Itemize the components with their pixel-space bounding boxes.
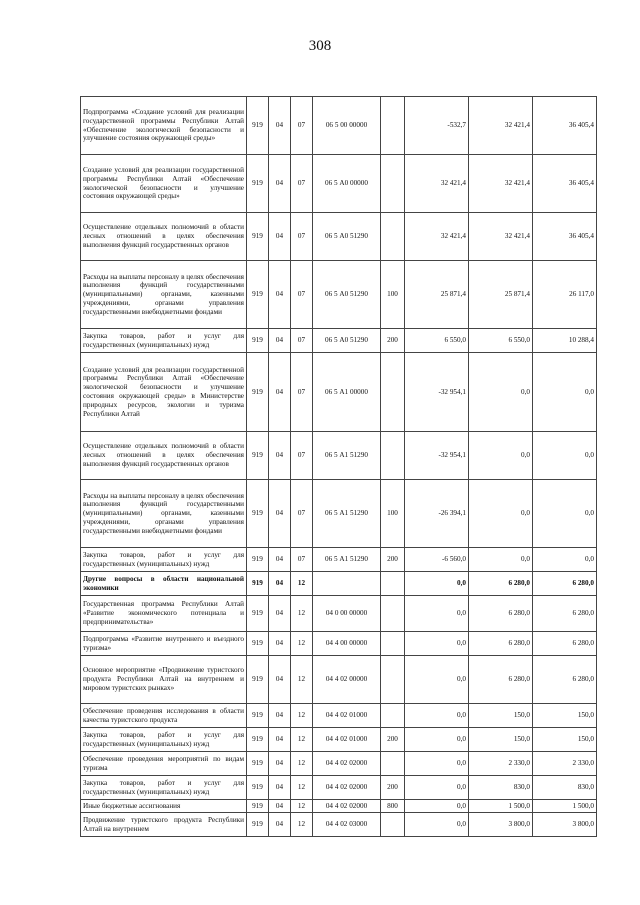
cell-grbs: 919 <box>247 353 269 432</box>
cell-amount-2: 6 280,0 <box>469 572 533 596</box>
cell-expense-type <box>381 813 405 837</box>
cell-grbs: 919 <box>247 97 269 155</box>
cell-section: 04 <box>269 572 291 596</box>
cell-amount-3: 1 500,0 <box>533 800 597 813</box>
cell-amount-3: 6 280,0 <box>533 632 597 656</box>
cell-grbs: 919 <box>247 432 269 480</box>
cell-amount-3: 6 280,0 <box>533 572 597 596</box>
cell-section: 04 <box>269 261 291 329</box>
cell-target-article: 04 4 02 00000 <box>313 656 381 704</box>
cell-amount-2: 6 280,0 <box>469 656 533 704</box>
table-row <box>81 432 597 480</box>
cell-section: 04 <box>269 728 291 752</box>
cell-expense-type: 200 <box>381 728 405 752</box>
cell-subsection: 07 <box>291 97 313 155</box>
row-name: Государственная программа Республики Алтай «Развитие экономического потенциала и предпринимательства» <box>81 596 247 632</box>
cell-amount-2: 0,0 <box>469 548 533 572</box>
cell-amount-1: -532,7 <box>405 97 469 155</box>
cell-section: 04 <box>269 813 291 837</box>
cell-target-article: 06 5 А1 51290 <box>313 480 381 548</box>
cell-subsection: 12 <box>291 728 313 752</box>
cell-grbs: 919 <box>247 704 269 728</box>
cell-amount-2: 150,0 <box>469 728 533 752</box>
cell-grbs: 919 <box>247 480 269 548</box>
table-row <box>81 656 597 704</box>
cell-target-article: 06 5 А0 00000 <box>313 155 381 213</box>
cell-section: 04 <box>269 213 291 261</box>
cell-target-article: 04 4 02 02000 <box>313 752 381 776</box>
table-row <box>81 329 597 353</box>
cell-grbs: 919 <box>247 800 269 813</box>
cell-target-article: 04 4 00 00000 <box>313 632 381 656</box>
cell-subsection: 12 <box>291 596 313 632</box>
cell-subsection: 12 <box>291 776 313 800</box>
cell-amount-1: 0,0 <box>405 596 469 632</box>
row-name: Подпрограмма «Создание условий для реализации государственной программы Республики Алтай «Обеспечение экологической безопасности и улучшение состояния окружающей среды» <box>81 97 247 155</box>
cell-amount-3: 36 405,4 <box>533 213 597 261</box>
row-name: Расходы на выплаты персоналу в целях обеспечения выполнения функций государственными (муниципальными) органами, казенными учреждениями, органами управления государственными внебюджетными фондами <box>81 261 247 329</box>
row-name: Расходы на выплаты персоналу в целях обеспечения выполнения функций государственными (муниципальными) органами, казенными учреждениями, органами управления государственными внебюджетными фондами <box>81 480 247 548</box>
row-name: Обеспечение проведения исследования в области качества туристского продукта <box>81 704 247 728</box>
cell-amount-1: -6 560,0 <box>405 548 469 572</box>
cell-target-article: 06 5 А1 00000 <box>313 353 381 432</box>
cell-amount-3: 2 330,0 <box>533 752 597 776</box>
cell-amount-3: 6 280,0 <box>533 656 597 704</box>
cell-section: 04 <box>269 800 291 813</box>
cell-subsection: 07 <box>291 480 313 548</box>
cell-amount-1: -32 954,1 <box>405 432 469 480</box>
table-row <box>81 261 597 329</box>
cell-amount-3: 10 288,4 <box>533 329 597 353</box>
cell-expense-type <box>381 596 405 632</box>
cell-expense-type <box>381 656 405 704</box>
cell-section: 04 <box>269 480 291 548</box>
cell-section: 04 <box>269 97 291 155</box>
cell-section: 04 <box>269 432 291 480</box>
row-name: Иные бюджетные ассигнования <box>81 800 247 813</box>
budget-table <box>80 96 597 837</box>
row-name: Создание условий для реализации государственной программы Республики Алтай «Обеспечение экологической безопасности и улучшение состояния окружающей среды» <box>81 155 247 213</box>
cell-amount-1: 0,0 <box>405 572 469 596</box>
cell-amount-1: 0,0 <box>405 704 469 728</box>
cell-expense-type: 800 <box>381 800 405 813</box>
cell-subsection: 07 <box>291 548 313 572</box>
cell-amount-3: 36 405,4 <box>533 155 597 213</box>
cell-target-article: 04 4 02 02000 <box>313 800 381 813</box>
cell-amount-1: 25 871,4 <box>405 261 469 329</box>
cell-subsection: 12 <box>291 704 313 728</box>
cell-subsection: 12 <box>291 632 313 656</box>
cell-section: 04 <box>269 329 291 353</box>
cell-expense-type <box>381 752 405 776</box>
cell-expense-type <box>381 632 405 656</box>
table-row <box>81 704 597 728</box>
cell-amount-1: 0,0 <box>405 656 469 704</box>
cell-grbs: 919 <box>247 155 269 213</box>
cell-subsection: 12 <box>291 813 313 837</box>
cell-amount-3: 0,0 <box>533 548 597 572</box>
cell-grbs: 919 <box>247 728 269 752</box>
table-body <box>81 97 597 837</box>
cell-amount-1: 6 550,0 <box>405 329 469 353</box>
cell-section: 04 <box>269 353 291 432</box>
cell-amount-1: 0,0 <box>405 800 469 813</box>
cell-section: 04 <box>269 752 291 776</box>
cell-subsection: 07 <box>291 432 313 480</box>
cell-subsection: 12 <box>291 800 313 813</box>
row-name: Осуществление отдельных полномочий в области лесных отношений в целях обеспечения выполнения функций государственных органов <box>81 213 247 261</box>
cell-target-article: 04 4 02 01000 <box>313 704 381 728</box>
cell-grbs: 919 <box>247 213 269 261</box>
cell-expense-type: 100 <box>381 480 405 548</box>
cell-amount-3: 26 117,0 <box>533 261 597 329</box>
cell-section: 04 <box>269 656 291 704</box>
cell-target-article: 04 0 00 00000 <box>313 596 381 632</box>
table-row <box>81 548 597 572</box>
row-name: Основное мероприятие «Продвижение туристского продукта Республики Алтай на внутреннем и мировом туристских рынках» <box>81 656 247 704</box>
cell-subsection: 07 <box>291 353 313 432</box>
cell-grbs: 919 <box>247 548 269 572</box>
page-number: 308 <box>308 38 332 54</box>
cell-amount-2: 0,0 <box>469 353 533 432</box>
table-row <box>81 353 597 432</box>
table-row <box>81 632 597 656</box>
cell-amount-1: 0,0 <box>405 632 469 656</box>
row-name: Закупка товаров, работ и услуг для государственных (муниципальных) нужд <box>81 776 247 800</box>
row-name: Другие вопросы в области национальной экономики <box>81 572 247 596</box>
row-name: Осуществление отдельных полномочий в области лесных отношений в целях обеспечения выполнения функций государственных органов <box>81 432 247 480</box>
table-row <box>81 155 597 213</box>
cell-expense-type <box>381 155 405 213</box>
table-row <box>81 752 597 776</box>
cell-amount-2: 1 500,0 <box>469 800 533 813</box>
cell-amount-3: 6 280,0 <box>533 596 597 632</box>
cell-amount-3: 3 800,0 <box>533 813 597 837</box>
cell-amount-2: 3 800,0 <box>469 813 533 837</box>
cell-section: 04 <box>269 776 291 800</box>
table-row <box>81 213 597 261</box>
cell-amount-1: 32 421,4 <box>405 213 469 261</box>
cell-expense-type <box>381 213 405 261</box>
cell-target-article: 04 4 02 01000 <box>313 728 381 752</box>
cell-section: 04 <box>269 596 291 632</box>
cell-target-article: 06 5 00 00000 <box>313 97 381 155</box>
cell-amount-3: 36 405,4 <box>533 97 597 155</box>
cell-expense-type: 200 <box>381 329 405 353</box>
cell-target-article <box>313 572 381 596</box>
cell-amount-1: -26 394,1 <box>405 480 469 548</box>
table-row <box>81 596 597 632</box>
table-row <box>81 776 597 800</box>
cell-grbs: 919 <box>247 572 269 596</box>
cell-subsection: 07 <box>291 155 313 213</box>
cell-subsection: 07 <box>291 213 313 261</box>
cell-amount-3: 0,0 <box>533 480 597 548</box>
cell-expense-type <box>381 353 405 432</box>
cell-target-article: 06 5 А0 51290 <box>313 329 381 353</box>
cell-amount-2: 150,0 <box>469 704 533 728</box>
cell-target-article: 06 5 А1 51290 <box>313 432 381 480</box>
cell-amount-2: 0,0 <box>469 432 533 480</box>
cell-target-article: 06 5 А0 51290 <box>313 213 381 261</box>
cell-target-article: 06 5 А1 51290 <box>313 548 381 572</box>
cell-expense-type: 200 <box>381 776 405 800</box>
cell-section: 04 <box>269 704 291 728</box>
cell-subsection: 07 <box>291 329 313 353</box>
cell-amount-1: 0,0 <box>405 813 469 837</box>
table-row <box>81 97 597 155</box>
cell-amount-2: 2 330,0 <box>469 752 533 776</box>
cell-amount-2: 830,0 <box>469 776 533 800</box>
row-name: Закупка товаров, работ и услуг для государственных (муниципальных) нужд <box>81 728 247 752</box>
cell-amount-2: 25 871,4 <box>469 261 533 329</box>
cell-subsection: 12 <box>291 656 313 704</box>
cell-expense-type <box>381 97 405 155</box>
cell-section: 04 <box>269 632 291 656</box>
cell-amount-2: 32 421,4 <box>469 97 533 155</box>
cell-amount-2: 0,0 <box>469 480 533 548</box>
cell-subsection: 12 <box>291 752 313 776</box>
row-name: Продвижение туристского продукта Республики Алтай на внутреннем <box>81 813 247 837</box>
row-name: Закупка товаров, работ и услуг для государственных (муниципальных) нужд <box>81 329 247 353</box>
cell-target-article: 06 5 А0 51290 <box>313 261 381 329</box>
cell-amount-2: 32 421,4 <box>469 213 533 261</box>
cell-grbs: 919 <box>247 329 269 353</box>
cell-target-article: 04 4 02 02000 <box>313 776 381 800</box>
cell-subsection: 07 <box>291 261 313 329</box>
cell-amount-2: 6 280,0 <box>469 632 533 656</box>
cell-amount-3: 0,0 <box>533 432 597 480</box>
cell-expense-type <box>381 432 405 480</box>
cell-grbs: 919 <box>247 656 269 704</box>
cell-amount-2: 6 280,0 <box>469 596 533 632</box>
cell-grbs: 919 <box>247 813 269 837</box>
cell-expense-type: 100 <box>381 261 405 329</box>
cell-amount-2: 32 421,4 <box>469 155 533 213</box>
table-row <box>81 728 597 752</box>
cell-amount-3: 0,0 <box>533 353 597 432</box>
cell-grbs: 919 <box>247 752 269 776</box>
table-row <box>81 813 597 837</box>
cell-amount-2: 6 550,0 <box>469 329 533 353</box>
cell-amount-1: 32 421,4 <box>405 155 469 213</box>
cell-amount-1: -32 954,1 <box>405 353 469 432</box>
cell-grbs: 919 <box>247 261 269 329</box>
cell-expense-type: 200 <box>381 548 405 572</box>
cell-section: 04 <box>269 155 291 213</box>
cell-amount-3: 830,0 <box>533 776 597 800</box>
cell-amount-3: 150,0 <box>533 728 597 752</box>
cell-expense-type <box>381 704 405 728</box>
cell-subsection: 12 <box>291 572 313 596</box>
table-row <box>81 572 597 596</box>
cell-target-article: 04 4 02 03000 <box>313 813 381 837</box>
cell-amount-3: 150,0 <box>533 704 597 728</box>
row-name: Создание условий для реализации государственной программы Республики Алтай «Обеспечение экологической безопасности и улучшение состояния окружающей среды» в Министерстве природных ресурсов, экологии и туризма Республики Алтай <box>81 353 247 432</box>
cell-expense-type <box>381 572 405 596</box>
cell-section: 04 <box>269 548 291 572</box>
cell-amount-1: 0,0 <box>405 776 469 800</box>
cell-amount-1: 0,0 <box>405 728 469 752</box>
row-name: Обеспечение проведения мероприятий по видам туризма <box>81 752 247 776</box>
cell-grbs: 919 <box>247 596 269 632</box>
row-name: Закупка товаров, работ и услуг для государственных (муниципальных) нужд <box>81 548 247 572</box>
table-row <box>81 480 597 548</box>
cell-amount-1: 0,0 <box>405 752 469 776</box>
cell-grbs: 919 <box>247 632 269 656</box>
row-name: Подпрограмма «Развитие внутреннего и въездного туризма» <box>81 632 247 656</box>
cell-grbs: 919 <box>247 776 269 800</box>
table-row <box>81 800 597 813</box>
